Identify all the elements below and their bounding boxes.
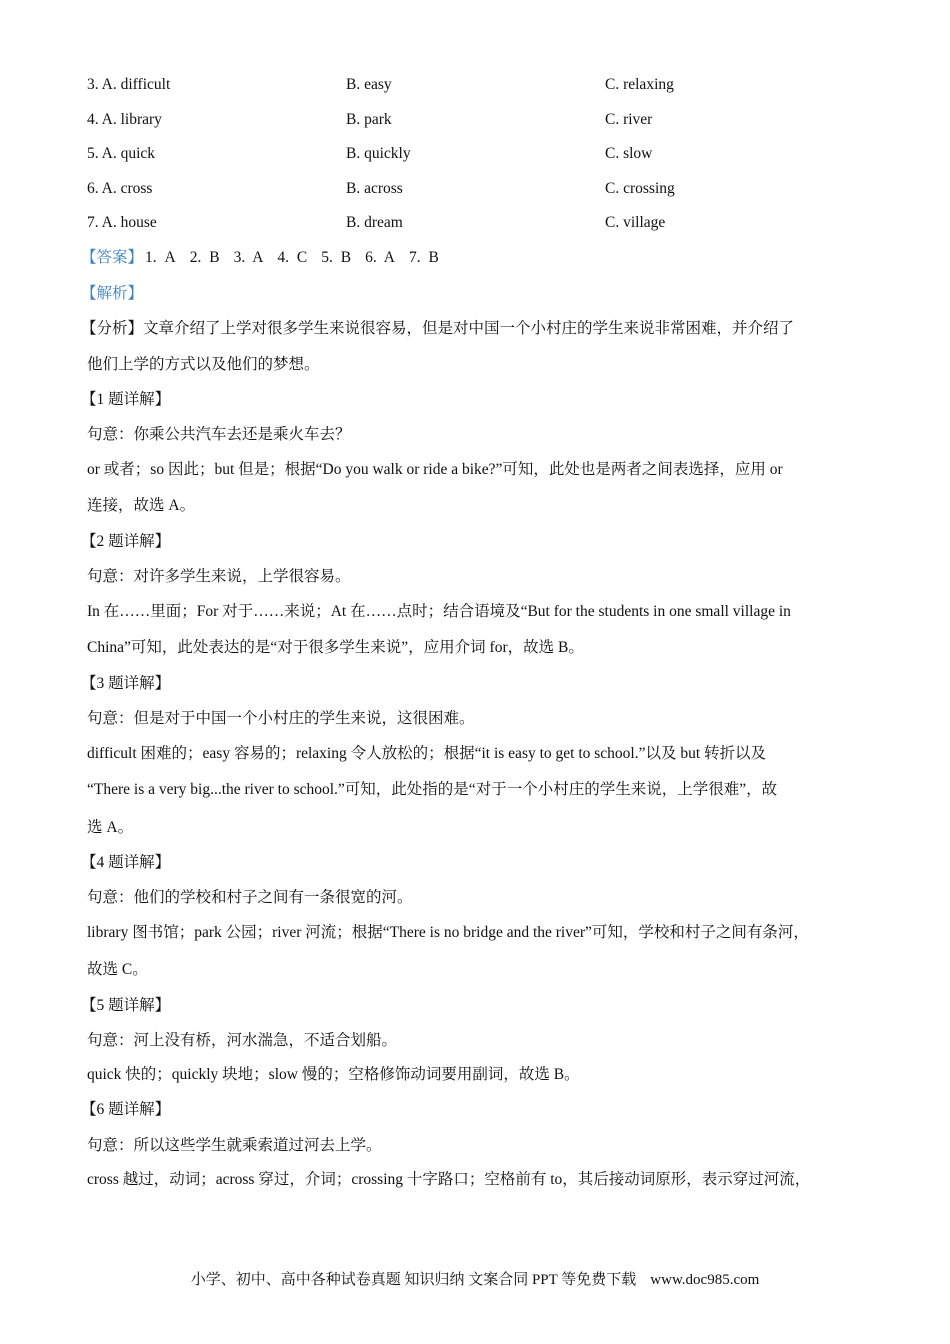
detail-heading-3: 【3 题详解】	[81, 675, 171, 692]
detail-meaning-4: 句意：他们的学校和村子之间有一条很宽的河。	[87, 889, 413, 906]
option-a: 7. A. house	[87, 214, 157, 231]
option-a: 5. A. quick	[87, 145, 156, 162]
detail-meaning-2: 句意：对许多学生来说，上学很容易。	[87, 568, 351, 585]
detail-heading-5: 【5 题详解】	[81, 997, 171, 1014]
detail-text-2: China”可知，此处表达的是“对于很多学生来说”，应用介词 for，故选 B。	[87, 639, 584, 656]
option-b: B. dream	[346, 214, 403, 231]
option-a: 3. A. difficult	[87, 76, 171, 93]
option-row-5	[87, 145, 867, 167]
overview-line-1: 【分析】文章介绍了上学对很多学生来说很容易，但是对中国一个小村庄的学生来说非常困难，并介绍了	[81, 320, 795, 337]
option-row-3	[87, 76, 867, 98]
detail-meaning-3: 句意：但是对于中国一个小村庄的学生来说，这很困难。	[87, 710, 475, 727]
detail-text-1: 连接，故选 A。	[87, 497, 196, 514]
detail-heading-4: 【4 题详解】	[81, 854, 171, 871]
overview-line-2: 他们上学的方式以及他们的梦想。	[87, 356, 320, 373]
detail-text-3: difficult 困难的；easy 容易的；relaxing 令人放松的；根据“it is easy to get to school.”以及 but 转折以及	[87, 745, 767, 762]
option-b: B. quickly	[346, 145, 411, 162]
option-c: C. crossing	[605, 180, 675, 197]
detail-text-6: cross 越过，动词；across 穿过，介词；crossing 十字路口；空格前有 to，其后接动词原形，表示穿过河流，	[87, 1171, 811, 1188]
analysis-label: 【解析】	[81, 285, 144, 302]
answer-label: 【答案】	[81, 249, 144, 266]
answer-line	[81, 247, 861, 269]
footer-url-link[interactable]: www.doc985.com	[650, 1272, 760, 1288]
detail-meaning-6: 句意：所以这些学生就乘索道过河去上学。	[87, 1137, 382, 1154]
detail-meaning-1: 句意：你乘公共汽车去还是乘火车去？	[87, 426, 351, 443]
option-row-6	[87, 180, 867, 202]
detail-heading-2: 【2 题详解】	[81, 533, 171, 550]
option-b: B. easy	[346, 76, 392, 93]
detail-text-4: library 图书馆；park 公园；river 河流；根据“There is no bridge and the river”可知，学校和村子之间有条河，	[87, 924, 809, 941]
option-c: C. relaxing	[605, 76, 674, 93]
option-a: 4. A. library	[87, 111, 162, 128]
detail-meaning-5: 句意：河上没有桥，河水湍急，不适合划船。	[87, 1032, 398, 1049]
detail-text-2: In 在……里面；For 对于……来说；At 在……点时；结合语境及“But for the students in one small village in	[87, 603, 791, 620]
option-c: C. river	[605, 111, 653, 128]
option-row-4	[87, 111, 867, 133]
option-b: B. across	[346, 180, 403, 197]
option-b: B. park	[346, 111, 392, 128]
option-c: C. village	[605, 214, 666, 231]
answer-values: 1. A 2. B 3. A 4. C 5. B 6. A 7. B	[145, 249, 439, 266]
detail-heading-1: 【1 题详解】	[81, 391, 171, 408]
detail-text-1: or 或者；so 因此；but 但是；根据“Do you walk or ride a bike?”可知，此处也是两者之间表选择，应用 or	[87, 461, 783, 478]
detail-text-3: “There is a very big...the river to school.”可知，此处指的是“对于一个小村庄的学生来说，上学很难”，故	[87, 781, 778, 798]
detail-text-5: quick 快的；quickly 块地；slow 慢的；空格修饰动词要用副词，故选 B。	[87, 1066, 580, 1083]
detail-heading-6: 【6 题详解】	[81, 1101, 171, 1118]
footer-text: 小学、初中、高中各种试卷真题 知识归纳 文案合同 PPT 等免费下载	[190, 1272, 637, 1288]
detail-text-4: 故选 C。	[87, 961, 148, 978]
page-footer	[0, 1268, 950, 1289]
option-a: 6. A. cross	[87, 180, 153, 197]
option-c: C. slow	[605, 145, 653, 162]
option-row-7	[87, 214, 867, 236]
detail-text-3: 选 A。	[87, 819, 134, 836]
